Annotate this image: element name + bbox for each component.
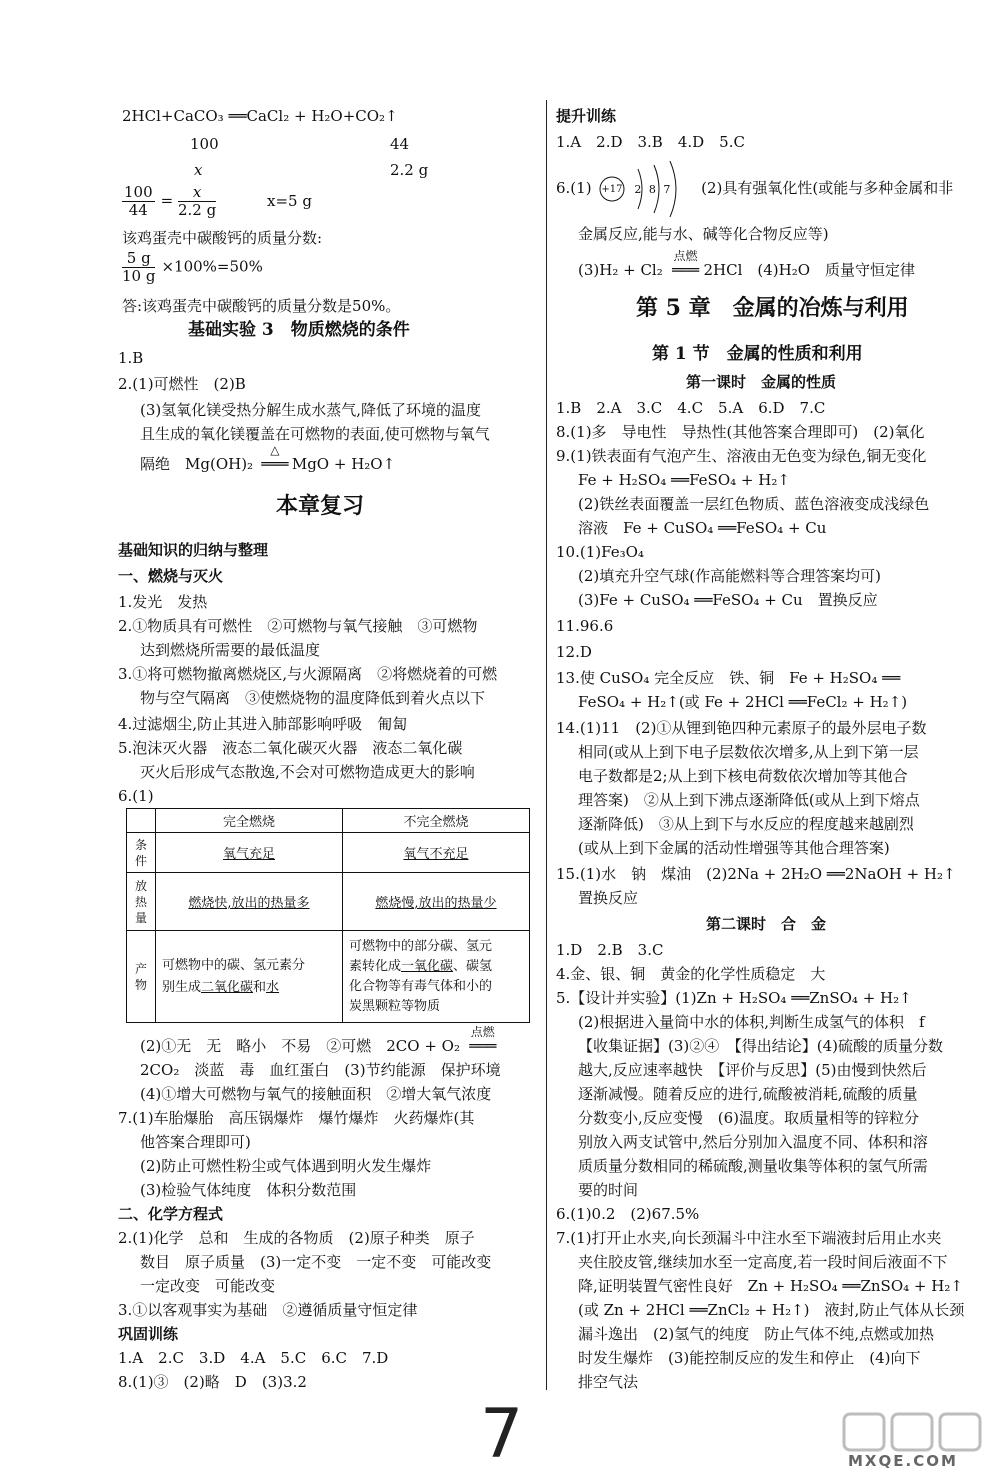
exp3-q2-3b: 且生成的氧化镁覆盖在可燃物的表面,使可燃物与氧气 (140, 425, 490, 443)
review-l3a: 3.①将可燃物撤离燃烧区,与火源隔离 ②将燃烧着的可燃 (118, 665, 498, 683)
lesson2-4: 4.金、银、铜 黄金的化学性质稳定 大 (556, 965, 826, 983)
lesson2-7c: 降,证明装置气密性良好 Zn + H₂SO₄ ══ZnSO₄ + H₂↑ (578, 1277, 963, 1295)
review-m2a: 2.(1)化学 总和 生成的各物质 (2)原子种类 原子 (118, 1229, 475, 1247)
lesson2-6: 6.(1)0.2 (2)67.5% (556, 1205, 700, 1223)
lesson1-14e: 逐渐降低) ③从上到下与水反应的程度越来越剧烈 (578, 815, 914, 833)
review-m3: 3.①以客观事实为基础 ②遵循质量守恒定律 (118, 1301, 418, 1319)
experiment-3-title: 基础实验 3 物质燃烧的条件 (188, 320, 410, 340)
review-l7c: (2)防止可燃性粉尘或气体遇到明火发生爆炸 (140, 1157, 432, 1175)
lesson2-5e: 逐渐减慢。随着反应的进行,硫酸被消耗,硫酸的质量 (578, 1085, 918, 1103)
lesson2-7f: 时发生爆炸 (3)能控制反应的发生和停止 (4)向下 (578, 1349, 921, 1367)
lesson1-9c: (2)铁丝表面覆盖一层红色物质、蓝色溶液变成浅绿色 (578, 495, 930, 513)
review-subtitle: 基础知识的归纳与整理 (118, 541, 269, 559)
lesson2-7e: 漏斗逸出 (2)氢气的纯度 防止气体不纯,点燃或加热 (578, 1325, 935, 1343)
exp3-q1: 1.B (118, 349, 144, 367)
lesson2-5i: 要的时间 (578, 1181, 639, 1199)
chapter-5-title: 第 5 章 金属的冶炼与利用 (636, 295, 909, 321)
improvement-6b: 金属反应,能与水、碱等化合物反应等) (578, 225, 829, 243)
lesson2-5b: (2)根据进入量筒中水的体积,判断生成氢气的体积 f (578, 1013, 925, 1031)
lesson2-7g: 排空气法 (578, 1373, 639, 1391)
review-l6-2a: (2)①无 无 略小 不易 ②可燃 2CO + O₂ 点燃 ═══ (140, 1025, 497, 1055)
lesson1-10c: (3)Fe + CuSO₄ ══FeSO₄ + Cu 置换反应 (578, 591, 878, 609)
table-row-head-heat: 放热量 (127, 873, 156, 931)
review-l7a: 7.(1)车胎爆胎 高压锅爆炸 爆竹爆炸 火药爆炸(其 (118, 1109, 475, 1127)
table-corner (127, 809, 156, 833)
review-l6-4: (4)①增大可燃物与氧气的接触面积 ②增大氧气浓度 (140, 1085, 492, 1103)
lesson1-15a: 15.(1)水 钠 煤油 (2)2Na + 2H₂O ══2NaOH + H₂↑ (556, 865, 956, 883)
review-l1: 1.发光 发热 (118, 593, 208, 611)
lesson2-7b: 夹住胶皮管,继续加水至一定高度,若一段时间后液面不下 (578, 1253, 948, 1271)
lesson1-10a: 10.(1)Fe₃O₄ (556, 543, 644, 561)
proportion-line: $\frac{100}{44}$ = $\frac{x}{2.2 g}$ x=5 g (124, 183, 312, 219)
table-cell: 燃烧慢,放出的热量少 (375, 896, 497, 911)
lesson2-5d: 越大,反应速率越快 【评价与反思】(5)由慢到快然后 (578, 1061, 927, 1079)
lesson1-15b: 置换反应 (578, 889, 639, 907)
lesson2-5a: 5.【设计并实验】(1)Zn + H₂SO₄ ══ZnSO₄ + H₂↑ (556, 989, 912, 1007)
unknown-x: x (194, 161, 203, 179)
mass-fraction-expr: $\frac{5 g}{10 g}$ ×100%=50% (122, 249, 263, 285)
table-row-head-products: 产物 (127, 931, 156, 1023)
lesson1-14f: (或从上到下金属的活动性增强等其他合理答案) (578, 839, 890, 857)
chlorine-atom-diagram: +17 2 8 7 (596, 179, 696, 199)
section-combustion: 一、燃烧与灭火 (118, 567, 224, 585)
column-divider (546, 100, 547, 1390)
review-l7d: (3)检验气体纯度 体积分数范围 (140, 1181, 357, 1199)
consolidation-1-7: 1.A 2.C 3.D 4.A 5.C 6.C 7.D (118, 1349, 389, 1367)
review-l6: 6.(1) (118, 787, 154, 805)
exp3-q2-3a: (3)氢氧化镁受热分解生成水蒸气,降低了环境的温度 (140, 401, 482, 419)
table-cell: 可燃物中的碳、氢元素分 别生成二氧化碳和水 (156, 931, 343, 1023)
table-cell: 氧气不充足 (403, 847, 469, 862)
review-l5a: 5.泡沫灭火器 液态二氧化碳灭火器 液态二氧化碳 (118, 739, 463, 757)
lesson1-1-7: 1.B 2.A 3.C 4.C 5.A 6.D 7.C (556, 399, 826, 417)
improvement-heading: 提升训练 (556, 107, 617, 125)
lesson1-14c: 电子数都是2;从上到下核电荷数依次增加等其他合 (578, 767, 908, 785)
lesson1-13b: FeSO₄ + H₂↑(或 Fe + 2HCl ══FeCl₂ + H₂↑) (578, 693, 908, 711)
lesson1-12: 12.D (556, 643, 592, 661)
table-cell: 可燃物中的部分碳、氢元 素转化成一氧化碳、碳氢 化合物等有毒气体和小的 炭黑颗粒等物质 (342, 931, 529, 1023)
chapter-review-title: 本章复习 (276, 493, 365, 519)
lesson1-9d: 溶液 Fe + CuSO₄ ══FeSO₄ + Cu (578, 519, 827, 537)
table-row-head-condition: 条件 (127, 833, 156, 873)
review-l5b: 灭火后形成气态散逸,不会对可燃物造成更大的影响 (140, 763, 475, 781)
lesson1-8: 8.(1)多 导电性 导热性(其他答案合理即可) (2)氧化 (556, 423, 925, 441)
lesson2-7d: (或 Zn + 2HCl ══ZnCl₂ + H₂↑) 液封,防止气体从长颈 (578, 1301, 965, 1319)
lesson1-14b: 相同(或从上到下电子层数依次增多,从上到下第一层 (578, 743, 919, 761)
consolidation-heading: 巩固训练 (118, 1325, 179, 1343)
lesson1-11: 11.96.6 (556, 617, 614, 635)
lesson1-14d: 理答案) ②从上到下沸点逐渐降低(或从上到下熔点 (578, 791, 920, 809)
exp3-q2: 2.(1)可燃性 (2)B (118, 375, 246, 393)
answer-line: 答:该鸡蛋壳中碳酸钙的质量分数是50%。 (122, 297, 401, 315)
exp3-q2-3c: 隔绝 Mg(OH)₂ △ ═══ MgO + H₂O↑ (140, 443, 396, 473)
mass-fraction-label: 该鸡蛋壳中碳酸钙的质量分数: (122, 229, 323, 247)
watermark-text: MXQE.COM (848, 1452, 958, 1470)
lesson2-5h: 质质量分数相同的稀硫酸,测量收集等体积的氢气所需 (578, 1157, 928, 1175)
section-5-1-title: 第 1 节 金属的性质和利用 (652, 344, 863, 364)
table-header-complete: 完全燃烧 (156, 809, 343, 833)
improvement-1-5: 1.A 2.D 3.B 4.D 5.C (556, 133, 745, 151)
consolidation-8: 8.(1)③ (2)略 D (3)3.2 (118, 1373, 307, 1391)
co2-mass: 2.2 g (390, 161, 429, 179)
review-l4: 4.过滤烟尘,防止其进入肺部影响呼吸 匍匐 (118, 715, 408, 733)
lesson2-1-3: 1.D 2.B 3.C (556, 941, 664, 959)
lesson2-5f: 分数变小,反应变慢 (6)温度。取质量相等的锌粒分 (578, 1109, 920, 1127)
table-header-incomplete: 不完全燃烧 (342, 809, 529, 833)
molar-mass-co2: 44 (390, 135, 410, 153)
section-equations: 二、化学方程式 (118, 1205, 224, 1223)
equation-line: 2HCl+CaCO₃ ══CaCl₂ + H₂O+CO₂↑ (122, 107, 398, 125)
lesson2-5g: 别放入两支试管中,然后分别加入温度不同、体积和溶 (578, 1133, 928, 1151)
review-l3b: 物与空气隔离 ③使燃烧物的温度降低到着火点以下 (140, 689, 486, 707)
review-l7b: 他答案合理即可) (140, 1133, 251, 1151)
review-m2b: 数目 原子质量 (3)一定不变 一定不变 可能改变 (140, 1253, 492, 1271)
lesson1-10b: (2)填充升空气球(作高能燃料等合理答案均可) (578, 567, 881, 585)
lesson2-5c: 【收集证据】(3)②④ 【得出结论】(4)硫酸的质量分数 (578, 1037, 943, 1055)
review-m2c: 一定改变 可能改变 (140, 1277, 276, 1295)
table-cell: 氧气充足 (222, 847, 275, 862)
lesson-2-title: 第二课时 合 金 (706, 915, 827, 933)
review-l6-2b: 2CO₂ 淡蓝 毒 血红蛋白 (3)节约能源 保护环境 (140, 1061, 501, 1079)
table-cell: 燃烧快,放出的热量多 (188, 896, 310, 911)
review-l2a: 2.①物质具有可燃性 ②可燃物与氧气接触 ③可燃物 (118, 617, 478, 635)
improvement-6a: 6.(1) +17 2 8 7 (2)具有强氧化性(或能与多种金属和非 (556, 178, 953, 199)
improvement-6c: (3)H₂ + Cl₂ 点燃 ═══ 2HCl (4)H₂O 质量守恒定律 (578, 249, 916, 279)
lesson2-7a: 7.(1)打开止水夹,向长颈漏斗中注水至下端液封后用止水夹 (556, 1229, 942, 1247)
combustion-table (126, 808, 530, 1023)
lesson-1-title: 第一课时 金属的性质 (686, 373, 837, 391)
lesson1-9a: 9.(1)铁表面有气泡产生、溶液由无色变为绿色,铜无变化 (556, 447, 927, 465)
lesson1-14a: 14.(1)11 (2)①从锂到铯四种元素原子的最外层电子数 (556, 719, 927, 737)
review-l2b: 达到燃烧所需要的最低温度 (140, 641, 321, 659)
page-number: 7 (480, 1395, 524, 1474)
lesson1-13a: 13.使 CuSO₄ 完全反应 铁、铜 Fe + H₂SO₄ ══ (556, 669, 901, 687)
molar-mass-caco3: 100 (190, 135, 219, 153)
lesson1-9b: Fe + H₂SO₄ ══FeSO₄ + H₂↑ (578, 471, 790, 489)
